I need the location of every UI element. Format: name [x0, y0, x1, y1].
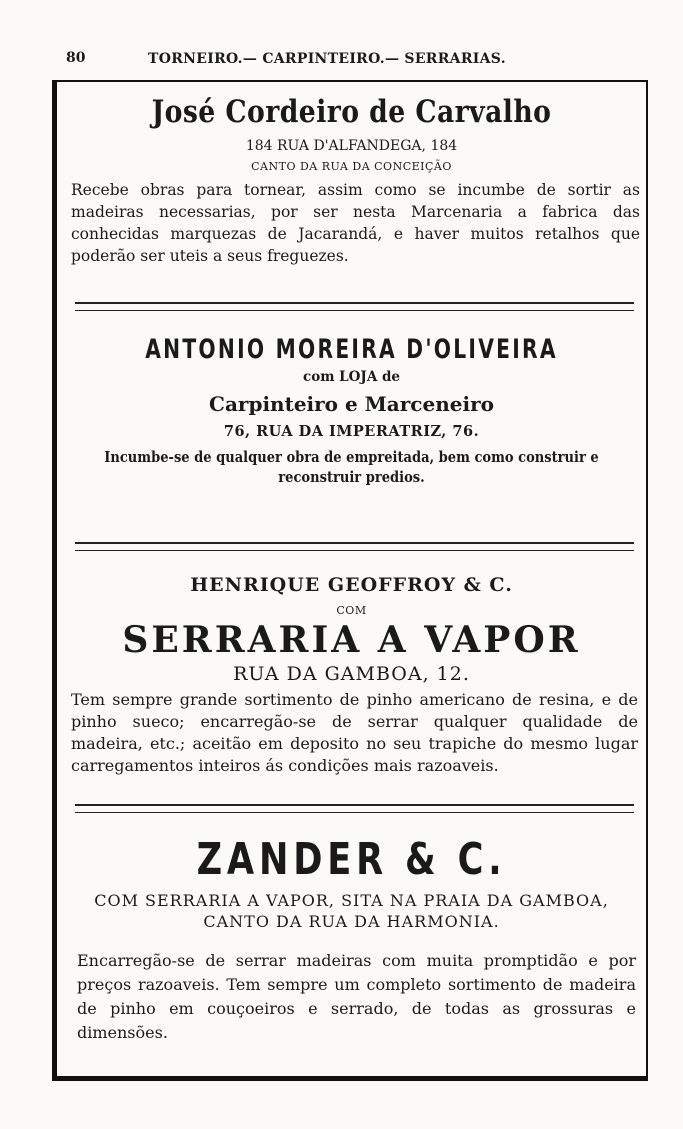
- ad4-body: Encarregão-se de serrar madeiras com muita promptidão e por preços razoaveis. Tem sempre um completo sortimento de madeira de pinho em couçoeiros e serrado, de todas as grossuras e dimensões.: [77, 951, 636, 1042]
- ad4-line1: COM SERRARIA A VAPOR, SITA NA PRAIA DA GAMBOA,: [94, 891, 609, 910]
- ad-antonio-moreira: [57, 334, 646, 488]
- divider: [75, 804, 634, 813]
- ad-zander: [57, 834, 646, 1045]
- ad1-address: 184 RUA D'ALFANDEGA, 184: [245, 138, 458, 154]
- ad2-body-line1: Incumbe-se de qualquer obra de empreitada, bem como construir e: [104, 449, 599, 466]
- ad2-title: ANTONIO MOREIRA D'OLIVEIRA: [145, 334, 558, 365]
- ad3-address: RUA DA GAMBOA, 12.: [233, 663, 470, 685]
- ad2-address: 76, RUA DA IMPERATRIZ, 76.: [223, 423, 480, 440]
- ad1-body: Recebe obras para tornear, assim como se incumbe de sortir as madeiras necessarias, por ser nesta Marcenaria a fabrica das conhecidas marquezas de Jacarandá, e haver muitos retalhos que poderão ser uteis a seus freguezes.: [71, 181, 640, 265]
- ad-henrique-geoffroy: [57, 574, 646, 777]
- ad1-title: José Cordeiro de Carvalho: [151, 94, 552, 130]
- advertisement-frame: [52, 80, 648, 1081]
- ad3-business: SERRARIA A VAPOR: [122, 619, 581, 661]
- ad3-com: COM: [336, 604, 367, 617]
- ad-jose-cordeiro: [57, 94, 646, 267]
- ad3-body: Tem sempre grande sortimento de pinho americano de resina, e de pinho sueco; encarregão-se de serrar qualquer qualidade de madeira, etc.; aceitão em deposito no seu trapiche do mesmo lugar carregamentos inteiros ás condições mais razoaveis.: [71, 690, 638, 775]
- page-header: [66, 50, 666, 72]
- ad2-trade: Carpinteiro e Marceneiro: [209, 392, 494, 416]
- ad4-line2: CANTO DA RUA DA HARMONIA.: [203, 912, 500, 931]
- ad2-body-line2: reconstruir predios.: [278, 469, 425, 486]
- divider: [75, 302, 634, 311]
- ad3-title: HENRIQUE GEOFFROY & C.: [190, 574, 513, 596]
- divider: [75, 542, 634, 551]
- ad4-title: ZANDER & C.: [196, 834, 507, 885]
- page-number: 80: [66, 50, 86, 66]
- ad2-line1: com LOJA de: [302, 369, 401, 385]
- running-head: TORNEIRO.— CARPINTEIRO.— SERRARIAS.: [148, 51, 506, 67]
- ad1-corner: CANTO DA RUA DA CONCEIÇÃO: [251, 160, 452, 173]
